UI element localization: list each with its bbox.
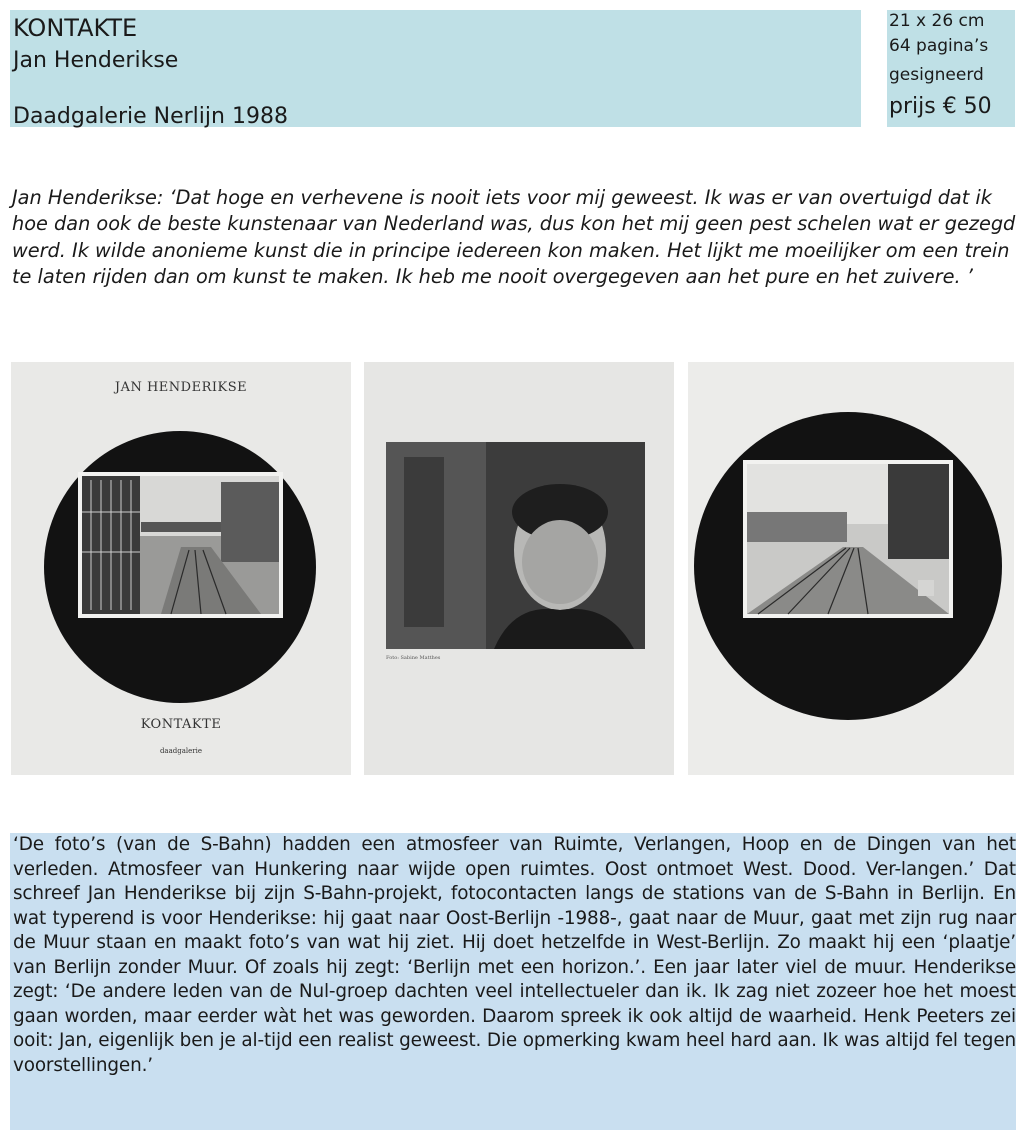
artist-quote: Jan Henderikse: ‘Dat hoge en verhevene is nooit iets voor mij geweest. Ik was er van overtuigd dat ik hoe dan ook de beste kunstenaar van Nederland was, dus kon het mij geen pest schelen wat er gezegd werd. Ik wilde anonieme kunst die in principe iedereen kon maken. Het lijkt me moeilijker om een trein te laten rijden dan om kunst te maken. Ik heb me nooit overgegeven aan het pure en het zuivere. ’ bbox=[12, 186, 1016, 288]
portrait-credit: Foto: Sabine Matthes bbox=[386, 655, 441, 661]
header-box bbox=[10, 10, 861, 127]
cover-artist-label: JAN HENDERIKSE bbox=[114, 380, 248, 395]
railway-image bbox=[688, 362, 1014, 775]
spec-box bbox=[887, 10, 1015, 127]
book-title: KONTAKTE bbox=[13, 14, 138, 42]
spec-signed: gesigneerd bbox=[889, 65, 984, 85]
railway-photo bbox=[688, 362, 1014, 775]
spec-size: 21 x 26 cm bbox=[889, 11, 985, 31]
publisher-line: Daadgalerie Nerlijn 1988 bbox=[13, 104, 288, 129]
cover-title-label: KONTAKTE bbox=[140, 717, 222, 732]
cover-publisher-label: daadgalerie bbox=[159, 747, 203, 755]
spec-pages: 64 pagina’s bbox=[889, 36, 989, 56]
article-body: ‘De foto’s (van de S-Bahn) hadden een atmosfeer van Ruimte, Verlangen, Hoop en de Dingen van het verleden. Atmosfeer van Hunkering naar wijde open ruimtes. Oost ontmoet West. Dood. Ver-langen.’ Dat schreef Jan Henderikse bij zijn S-Bahn-projekt, fotocontacten langs de stations van de S-Bahn in Berlijn. En wat typerend is voor Henderikse: hij gaat naar Oost-Berlijn -1988-, gaat naar de Muur, gaat met zijn rug naar de Muur staan en maakt foto’s van wat hij ziet. Hij doet hetzelfde in West-Berlijn. Zo maakt hij een ‘plaatje’ van Berlijn zonder Muur. Of zoals hij zegt: ‘Berlijn met een horizon.’. Een jaar later viel de muur. Henderikse zegt: ‘De andere leden van de Nul-groep dachten veel intellectueler dan ik. Ik zag niet zozeer hoe het moest gaan worden, maar eerder wàt het was geworden. Daarom spreek ik ook altijd de waarheid. Henk Peeters zei ooit: Jan, eigenlijk ben je al-tijd een realist geweest. Die opmerking kwam heel hard aan. Ik was altijd fel tegen voorstellingen.’ bbox=[10, 833, 1016, 1130]
cover-image bbox=[11, 362, 351, 775]
portrait-photo bbox=[364, 362, 674, 775]
artist-name: Jan Henderikse bbox=[13, 48, 179, 73]
spec-price: prijs € 50 bbox=[889, 94, 992, 119]
book-cover-photo bbox=[11, 362, 351, 775]
portrait-image bbox=[364, 362, 674, 775]
